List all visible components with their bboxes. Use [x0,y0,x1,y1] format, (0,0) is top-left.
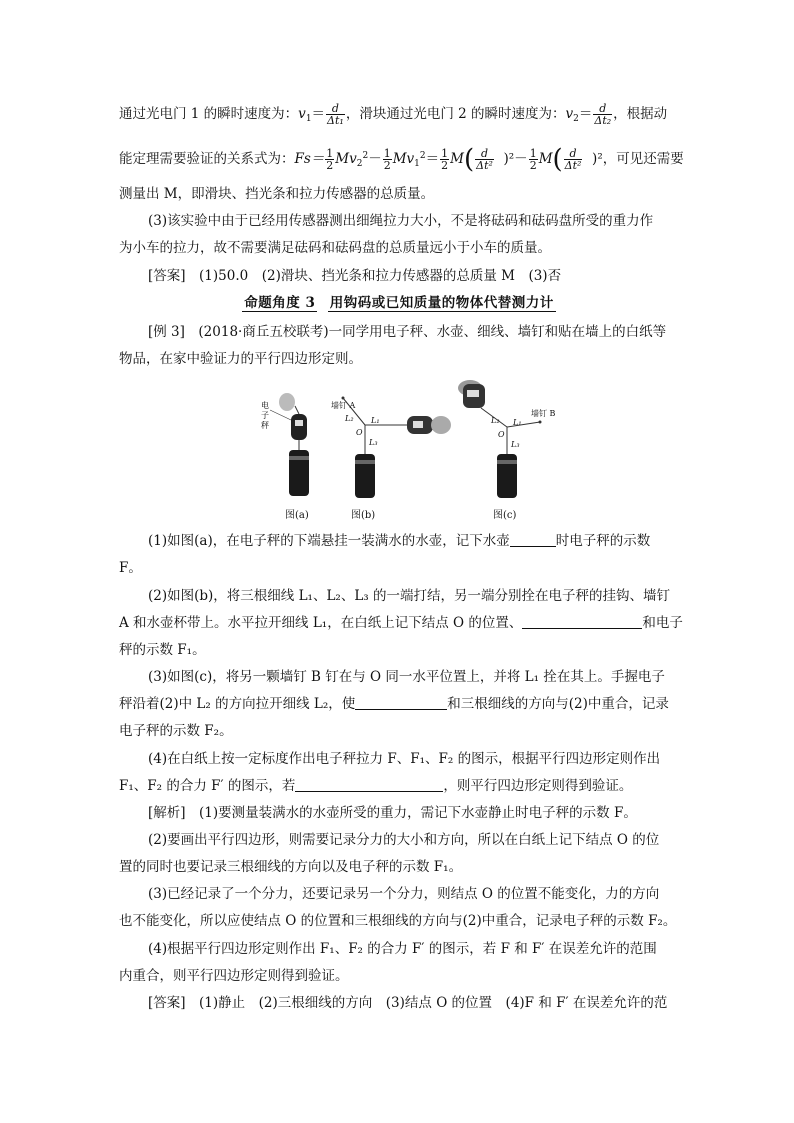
numerator: 1 [326,147,334,160]
scale-display [467,390,479,397]
analysis-line: 也不能变化，所以应使结点 O 的位置和三根细线的方向与(2)中重合，记录电子秤的示数 F₂。 [119,913,677,929]
numerator: d [326,103,345,115]
answer-line: [答案] (1)静止 (2)三根细线的方向 (3)结点 O 的位置 (4)F 和 F′ 在误差允许的范 [148,995,668,1011]
hand-icon [431,416,451,434]
equation-line [119,144,684,175]
denominator: 2 [529,159,537,172]
text: ＝ [578,106,593,122]
text-line: 为小车的拉力，故不需要满足砝码和砝码盘的总质量远小于小车的质量。 [119,240,551,256]
text-line: 物品，在家中验证力的平行四边形定则。 [119,351,362,367]
heading-label: 命题角度 3 [244,295,316,311]
figure-a [261,393,309,496]
text-line: 电子秤的示数 F₂。 [119,723,233,739]
fraction [383,148,392,171]
text-line [119,776,679,796]
L3-label: L₃ [511,440,520,449]
L3-label: L₃ [369,438,378,447]
section-heading [119,293,679,313]
symbol: Mv [392,151,415,167]
text-line: (3)该实验中由于已经用传感器测出细绳拉力大小，不是将砝码和砝码盘所受的重力作 [148,213,654,229]
numerator: d [475,148,494,160]
symbol: Mv [335,151,357,167]
caption-b: 图(b) [351,510,376,521]
text: (1)如图(a)，在电子秤的下端悬挂一装满水的水壶，记下水壶 [148,533,510,549]
text-line: [例 3] (2018·商丘五校联考)一同学用电子秤、水壶、细线、墙钉和贴在墙上的白纸等 [148,324,667,340]
answer-blank [355,695,447,710]
text: 和三根细线的方向与(2)中重合，记录 [447,696,669,712]
wall-nail-b-label: 墙钉 B [531,409,556,418]
analysis-line: [解析] (1)要测量装满水的水壶所受的重力，需记下水壶静止时电子秤的示数 F。 [148,805,637,821]
kettle-band [289,456,309,460]
figure-c [458,380,542,498]
scale-icon [291,414,307,440]
text: 秤沿着(2)中 L₂ 的方向拉开细线 L₂，使 [119,696,356,712]
text: 和电子 [642,615,683,631]
hand-icon [279,393,295,411]
question-3: (3)如图(c)，将另一颗墙钉 B 钉在与 O 同一水平位置上，并将 L₁ 拴在其上。手握电子 [148,669,665,685]
text: )²－ [503,151,528,167]
numerator: d [593,103,612,115]
text: ，则平行四边形定则得到验证。 [443,778,633,794]
subscript: 1 [305,114,312,124]
symbol: M [450,151,464,167]
text: 通过光电门 1 的瞬时速度为： [119,106,299,122]
analysis-line: (2)要画出平行四边形，则需要记录分力的大小和方向，所以在白纸上记下结点 O 的位 [148,832,660,848]
denominator: Δt² [564,159,582,172]
answer-blank [522,614,642,629]
text: 能定理需要验证的关系式为： [119,151,295,167]
superscript: 2 [419,151,426,161]
numerator: d [564,148,583,160]
scale-display [295,420,303,426]
analysis-line: 置的同时也要记录三根细线的方向以及电子秤的示数 F₁。 [119,859,463,875]
text-line [119,613,683,633]
denominator: Δt₁ [327,114,344,127]
question-1 [148,531,708,551]
denominator: 2 [326,159,334,172]
L1-label: L₁ [513,418,522,427]
numerator: 1 [383,147,391,160]
answer-line: [答案] (1)50.0 (2)滑块、挡光条和拉力传感器的总质量 M (3)否 [148,268,562,284]
text: )²，可见还需要 [592,151,684,167]
fraction [325,148,334,171]
question-4: (4)在白纸上按一定标度作出电子秤拉力 F、F₁、F₂ 的图示，根据平行四边形定则作出 [148,751,661,767]
L1-label: L₁ [371,416,380,425]
answer-blank [510,532,556,547]
knot-O-label: O [356,428,363,437]
superscript: 2 [362,151,369,161]
caption-c: 图(c) [493,510,517,521]
denominator: Δt₂ [594,114,612,127]
subscript: 1 [414,159,420,169]
subscript: 2 [573,114,579,124]
analysis-line: (3)已经记录了一个分力，还要记录另一个分力，则结点 O 的位置不能变化，力的方向 [148,886,660,902]
scale-display [413,421,423,428]
L2-label: L₂ [345,414,354,423]
text: ＝ [425,151,440,167]
hook-line [295,406,299,414]
fraction [529,148,538,171]
analysis-line: (4)根据平行四边形定则作出 F₁、F₂ 的合力 F′ 的图示，若 F 和 F′ 在误差允许的范围 [148,941,657,957]
denominator: 2 [383,159,391,172]
figure-svg [245,380,575,520]
fraction [475,148,494,171]
figure-b [342,397,452,499]
text: ＝ [311,106,326,122]
text-line [119,103,679,129]
text: F₁、F₂ 的合力 F′ 的图示，若 [119,778,296,794]
caption-a: 图(a) [285,510,309,521]
text: A 和水壶杯带上。水平拉开细线 L₁，在白纸上记下结点 O 的位置、 [119,615,523,631]
symbol: v [565,106,574,122]
text: 时电子秤的示数 [555,533,651,549]
pointer-line [270,410,291,420]
symbol: v [298,106,306,122]
text-line [119,694,679,714]
symbol: Fs＝ [294,151,325,167]
text: ，滑块通过光电门 2 的瞬时速度为： [345,106,566,122]
kettle-band [355,460,375,464]
kettle-band [497,460,517,464]
fraction [564,148,583,171]
text-line: 秤的示数 F₁。 [119,642,206,658]
wall-nail-a-label: 墙钉 A [331,401,356,410]
text: ，根据动 [613,106,668,122]
numerator: 1 [441,147,449,160]
fraction [593,103,612,126]
scale-label: 秤 [261,421,269,430]
text-line: 测量出 M，即滑块、挡光条和拉力传感器的总质量。 [119,186,435,202]
string-L1 [507,422,540,427]
paren: ( [552,144,563,175]
question-2: (2)如图(b)，将三根细线 L₁、L₂、L₃ 的一端打结，另一端分别拴在电子秤的挂钩、墙钉 [148,588,671,604]
scale-label: 子 [261,411,269,420]
heading-title: 用钩码或已知质量的物体代替测力计 [329,295,554,311]
symbol: M [538,151,553,167]
denominator: Δt² [476,159,493,172]
scale-label: 电 [261,401,269,410]
wall-nail-icon [539,421,542,424]
subscript: 2 [356,159,363,169]
numerator: 1 [529,147,537,160]
paren: ( [463,144,475,175]
experiment-figure [245,380,575,520]
analysis-line: 内重合，则平行四边形定则得到验证。 [119,968,349,984]
L2-label: L₂ [491,416,500,425]
denominator: 2 [441,159,449,172]
fraction [326,103,345,126]
knot-O-label: O [498,430,505,439]
text-line: F。 [119,560,142,576]
fraction [440,148,449,171]
text: － [368,151,382,167]
answer-blank [295,777,443,792]
